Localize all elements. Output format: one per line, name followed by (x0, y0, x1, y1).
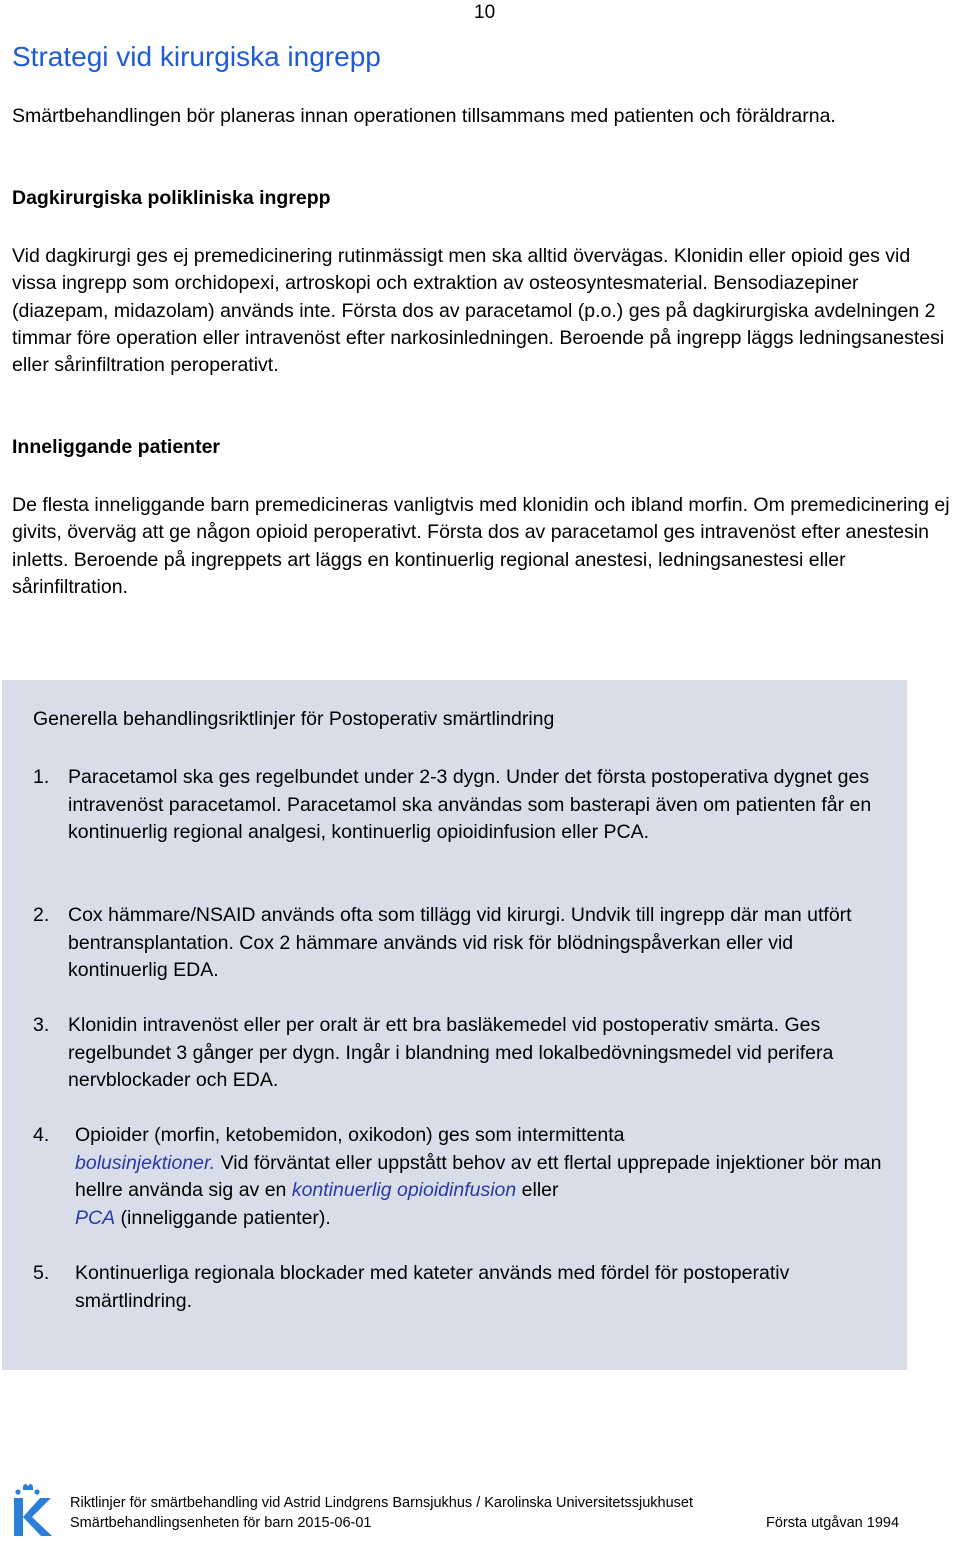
intro-paragraph: Smärtbehandlingen bör planeras innan operationen tillsammans med patienten och föräldrarna. (12, 105, 836, 127)
guideline-text-part: Vid förväntat eller uppstått behov av ett flertal upprepade injektioner bör man hellre använda sig av en (75, 1151, 882, 1201)
guideline-text: Kontinuerliga regionala blockader med kateter används med fördel för postoperativ smärtlindring. (75, 1262, 790, 1312)
guideline-number: 3. (33, 1014, 50, 1036)
pca-link[interactable]: PCA (75, 1206, 116, 1229)
kontinuerlig-opioidinfusion-link[interactable]: kontinuerlig opioidinfusion (291, 1179, 517, 1201)
inpatients-paragraph: De flesta inneliggande barn premedicineras vanligtvis med klonidin och ibland morfin. Om premedicinering ej givits, överväg att ge någon opioid peroperativt. Första dos av paracetamol ges intravenöst efter anestesin inletts. Beroende på ingreppets art läggs en kontinuerlig regional anestesi, ledningsanestesi eller sårinfiltration. (12, 494, 950, 598)
guideline-number: 2. (33, 904, 50, 926)
page-title: Strategi vid kirurgiska ingrepp (12, 41, 381, 72)
karolinska-k-logo-icon (10, 1483, 54, 1537)
guideline-text (75, 1122, 895, 1232)
guideline-text: Klonidin intravenöst eller per oralt är ett bra basläkemedel vid postoperativ smärta. Ges regelbundet 3 gånger per dygn. Ingår i blandning med lokalbedövningsmedel vid perifera nervblockader och EDA. (68, 1014, 834, 1091)
bolusinjektioner-link[interactable]: bolusinjektioner. (75, 1151, 216, 1174)
guideline-text: Cox hämmare/NSAID används ofta som tillägg vid kirurgi. Undvik till ingrepp där man utfört bentransplantation. Cox 2 hämmare används vid risk för blödningspåverkan eller vid kontinuerlig EDA. (68, 904, 852, 981)
inpatients-heading: Inneliggande patienter (12, 436, 221, 458)
daysurgery-heading: Dagkirurgiska polikliniska ingrepp (12, 187, 331, 209)
guideline-number: 5. (33, 1262, 50, 1284)
guideline-text-part: Opioider (morfin, ketobemidon, oxikodon) ges som intermittenta (75, 1124, 625, 1146)
guideline-number: 1. (33, 766, 50, 788)
guideline-text: Paracetamol ska ges regelbundet under 2-3 dygn. Under det första postoperativa dygnet ges intravenöst paracetamol. Paracetamol ska användas som basterapi även om patienten får en kontinuerlig regional analgesi, kontinuerlig opioidinfusion eller PCA. (68, 766, 872, 843)
guidelines-heading: Generella behandlingsriktlinjer för Postoperativ smärtlindring (33, 708, 555, 730)
guideline-text-part: (inneliggande patienter). (115, 1206, 331, 1229)
guideline-number: 4. (33, 1124, 50, 1146)
daysurgery-paragraph: Vid dagkirurgi ges ej premedicinering rutinmässigt men ska alltid övervägas. Klonidin eller opioid ges vid vissa ingrepp som orchidopexi, artroskopi och extraktion av osteosyntesmaterial. Bensodiazepiner (diazepam, midazolam) används inte. Första dos av paracetamol (p.o.) ges på dagkirurgiska avdelningen 2 timmar före operation eller intravenöst efter narkosinledningen. Beroende på ingrepp läggs ledningsanestesi eller sårinfiltration peroperativt. (12, 245, 945, 377)
page-number: 10 (474, 2, 496, 23)
guideline-text-part: eller (516, 1179, 559, 1201)
footer-edition: Första utgåvan 1994 (766, 1515, 900, 1531)
footer-source: Riktlinjer för smärtbehandling vid Astrid Lindgrens Barnsjukhus / Karolinska Universitetssjukhuset (70, 1495, 693, 1511)
footer-unit-date: Smärtbehandlingsenheten för barn 2015-06-01 (70, 1515, 372, 1531)
page-footer (0, 1484, 960, 1541)
